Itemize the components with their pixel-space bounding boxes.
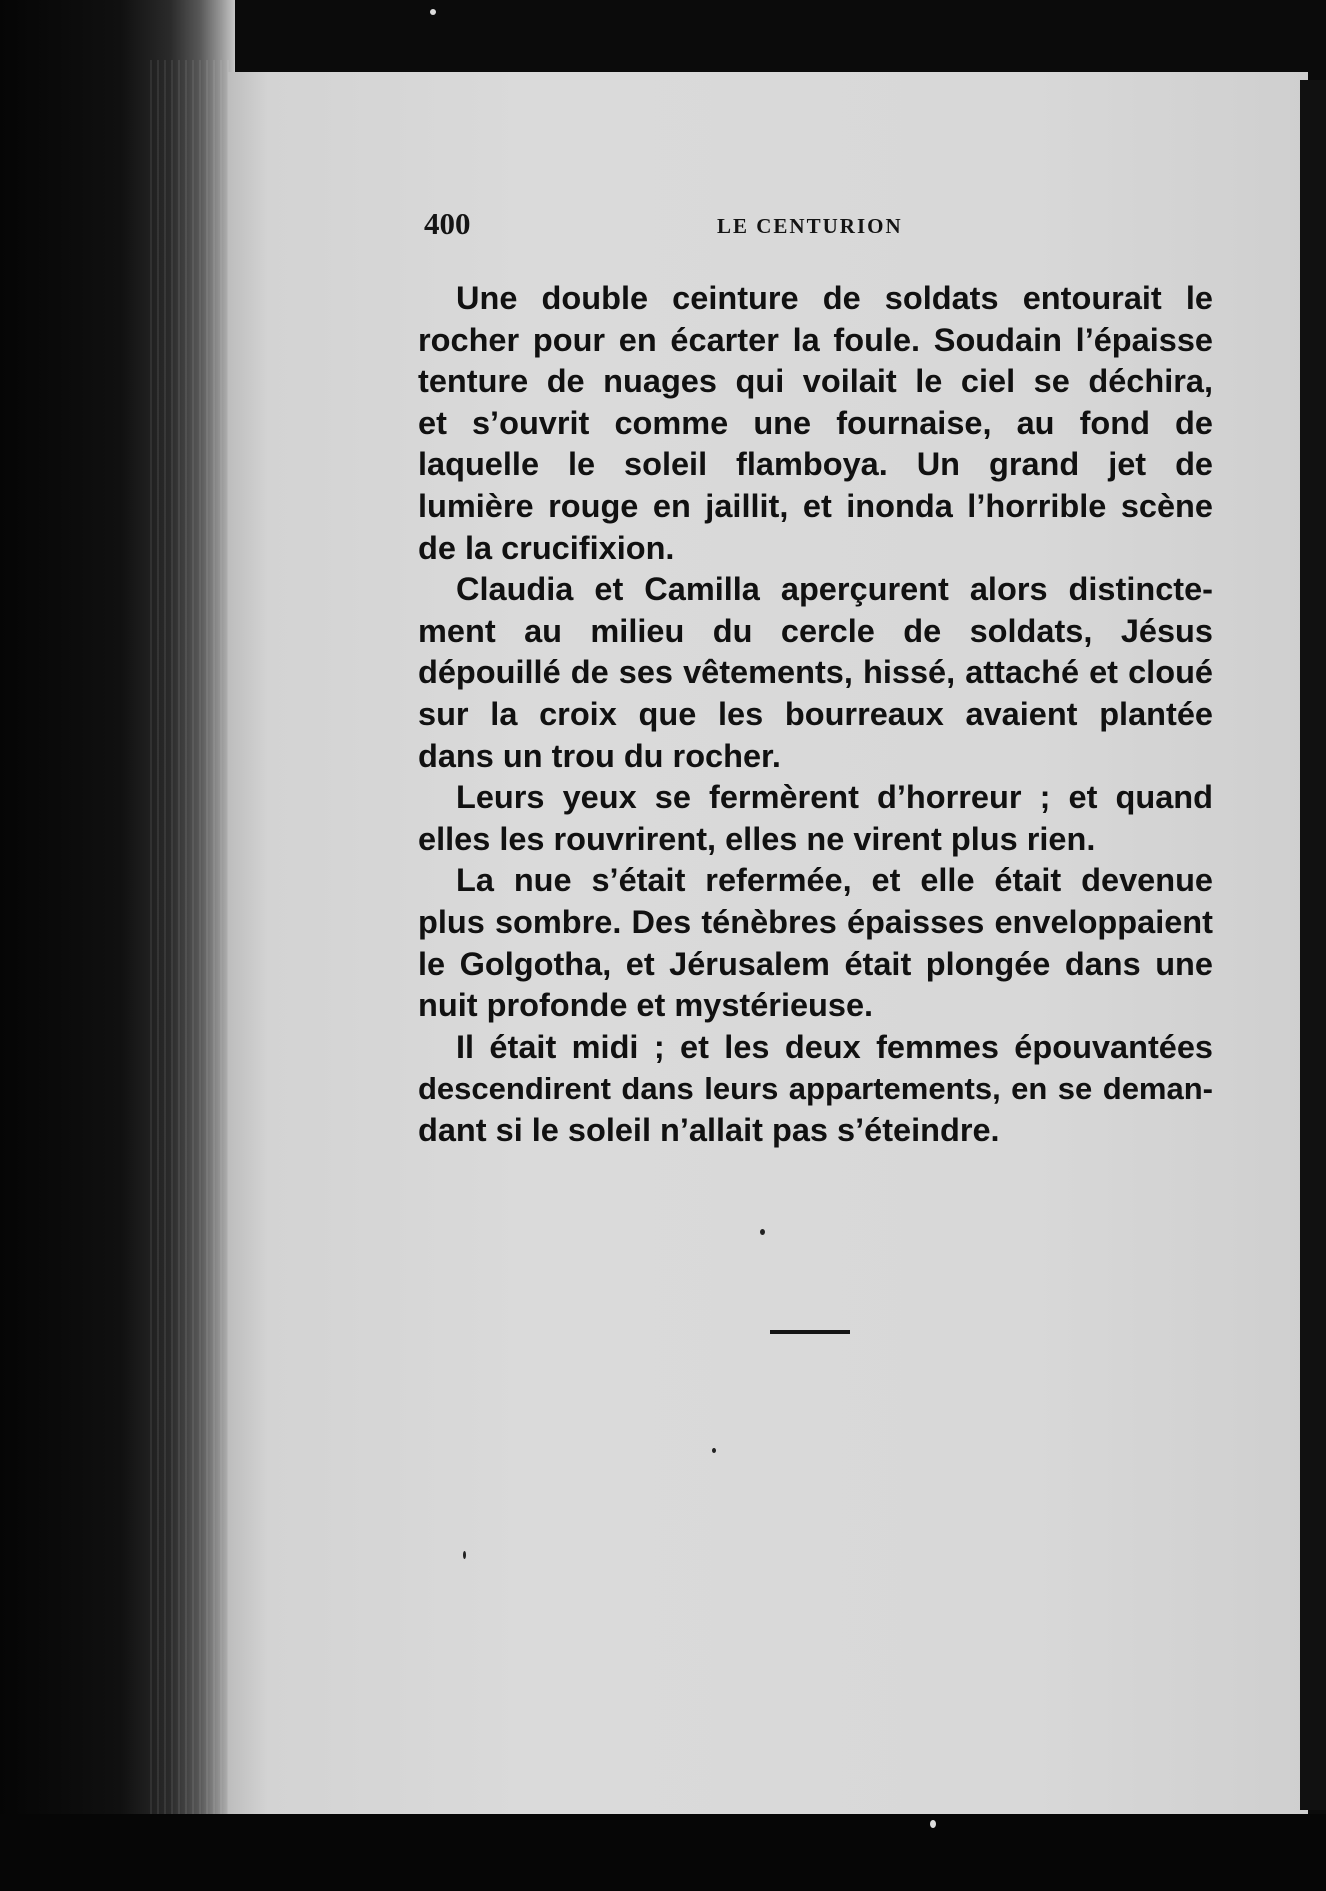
text-line: tenture de nuages qui voilait le ciel se déchira, — [418, 363, 1213, 400]
paragraph — [418, 1027, 1213, 1152]
text-line: plus sombre. Des ténèbres épaisses enveloppaient — [418, 903, 1213, 940]
scan-speck — [463, 1551, 466, 1559]
text-line: le Golgotha, et Jérusalem était plongée dans une — [418, 945, 1213, 982]
text-line: La nue s’était refermée, et elle était devenue — [456, 862, 1213, 899]
scan-speck — [712, 1448, 716, 1453]
text-line: nuit profonde et mystérieuse. — [418, 987, 874, 1024]
text-line: elles les rouvrirent, elles ne virent plus rien. — [418, 820, 1096, 857]
scan-speck — [430, 9, 436, 15]
text-line: et s’ouvrit comme une fournaise, au fond de — [418, 404, 1213, 441]
paragraph — [418, 860, 1213, 1026]
text-line: Il était midi ; et les deux femmes épouvantées — [456, 1028, 1213, 1065]
page-header — [424, 206, 1224, 246]
text-line: ment au milieu du cercle de soldats, Jésus — [418, 612, 1213, 649]
paragraph — [418, 777, 1213, 860]
text-line: Claudia et Camilla aperçurent alors distincte- — [456, 571, 1213, 608]
body-text — [418, 278, 1213, 1151]
text-line: Une double ceinture de soldats entourait le — [456, 280, 1213, 316]
paragraph — [418, 278, 1213, 569]
scan-speck — [760, 1229, 765, 1235]
scan-bottom-border — [0, 1814, 1326, 1891]
text-line: dans un trou du rocher. — [418, 737, 781, 774]
text-line: sur la croix que les bourreaux avaient plantée — [418, 695, 1213, 732]
running-head: LE CENTURION — [717, 214, 903, 238]
text-line: de la crucifixion. — [418, 529, 675, 566]
text-line: Leurs yeux se fermèrent d’horreur ; et quand — [456, 779, 1213, 816]
scan-speck — [930, 1820, 936, 1828]
page-edge-shadow — [1300, 80, 1326, 1810]
text-line: laquelle le soleil flamboya. Un grand jet de — [418, 446, 1213, 483]
text-line: descendirent dans leurs appartements, en se deman- — [418, 1071, 1213, 1107]
page-number: 400 — [424, 206, 471, 241]
binding-scan-lines — [150, 60, 235, 1820]
text-line: rocher pour en écarter la foule. Soudain l’épaisse — [418, 321, 1213, 358]
text-line: lumière rouge en jaillit, et inonda l’horrible scène — [418, 487, 1213, 524]
text-line: dépouillé de ses vêtements, hissé, attaché et cloué — [418, 654, 1213, 691]
text-line: dant si le soleil n’allait pas s’éteindre. — [418, 1111, 1000, 1148]
chapter-end-rule — [770, 1330, 850, 1334]
paragraph — [418, 569, 1213, 777]
